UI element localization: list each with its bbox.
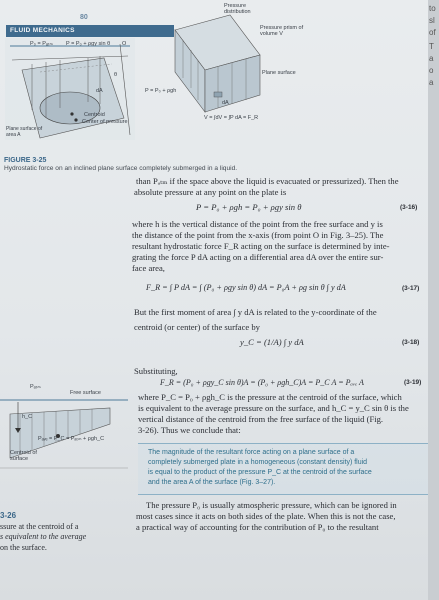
text-line-1: than Pₐₜₘ if the space above the liquid is evacuated or pressurized). Then the (136, 176, 399, 186)
chapter-number: 80 (80, 14, 88, 21)
adjacent-page-edge (428, 0, 439, 600)
text-line-14: The pressure P₀ is usually atmospheric pressure, which can be ignored in (146, 500, 397, 510)
caption-number: FIGURE 3-25 (4, 157, 47, 164)
text-line-9: centroid (or center) of the surface by (134, 322, 260, 332)
edge-letter-3: of (429, 28, 436, 37)
label-pressure-prism: Pressure prism of volume V (260, 25, 304, 37)
edge-letter-2: sl (429, 16, 435, 25)
equation-3-19-number: (3-19) (404, 379, 422, 386)
label-pressure-eq: P = P₀ + ρgy sin θ (66, 41, 111, 47)
label-p0-patm: P₀ = Pₐₜₘ (30, 41, 53, 47)
text-line-15: most cases since it acts on both sides of the plate. When this is not the case, (136, 511, 396, 521)
label-avg-pressure-eq: P = P₀ + ρgh (145, 88, 177, 94)
figure-3-25 (0, 0, 304, 152)
figure-3-26-number: 3-26 (0, 511, 17, 520)
edge-letter-6: o (429, 66, 434, 75)
equation-3-17: F_R = ∫ P dA = ∫ (P₀ + ρgy sin θ) dA = P₀A + ρg sin θ ∫ y dA (146, 283, 346, 292)
label-patm: Pₐₜₘ (30, 384, 41, 390)
text-line-7: face area, (132, 263, 165, 273)
highlight-line-1: The magnitude of the resultant force acting on a plane surface of a (148, 449, 355, 456)
text-line-8: But the first moment of area ∫ y dA is related to the y-coordinate of the (134, 307, 377, 317)
text-line-2: absolute pressure at any point on the plate is (134, 187, 287, 197)
text-line-3: where h is the vertical distance of the point from the free surface and y is (132, 219, 383, 229)
equation-3-18-number: (3-18) (402, 339, 420, 346)
text-line-5: resultant hydrostatic force F_R acting on the surface is determined by inte- (132, 241, 390, 251)
equation-3-19: F_R = (P₀ + ρgy_C sin θ)A = (P₀ + ρgh_C)A = P_C A = Pₐᵥₑ A (160, 378, 364, 387)
highlight-line-3: is equal to the product of the pressure P_C at the centroid of the surface (148, 469, 372, 476)
label-pavg-eq: Pₐᵥₑ = P_C = Pₐₜₘ + ρgh_C (38, 436, 105, 442)
highlight-line-4: and the area A of the surface (Fig. 3–27). (148, 479, 276, 486)
edge-letter-4: T (429, 42, 434, 51)
figure-3-25-caption (4, 157, 294, 172)
text-line-4: the distance of the point from the x-axis (from point O in Fig. 3–25). The (132, 230, 384, 240)
label-centroid-of-surface: Centroid of surface (10, 450, 37, 462)
label-free-surface: Free surface (70, 390, 101, 396)
text-line-6: grating the force P dA acting on a differential area dA over the entire sur- (132, 252, 384, 262)
highlight-box (138, 443, 428, 495)
edge-letter-7: a (429, 78, 434, 87)
equation-3-17-number: (3-17) (402, 285, 420, 292)
equation-3-16: P = P₀ + ρgh = P₀ + ρgy sin θ (196, 202, 302, 212)
caption-text: Hydrostatic force on an inclined plane surface completely submerged in a liquid. (4, 165, 238, 172)
label-plane-surface-area: Plane surface of area A (6, 126, 43, 138)
equation-3-16-number: (3-16) (400, 204, 418, 211)
text-line-11: is equivalent to the average pressure on the surface, and h_C = y_C sin θ is the (138, 403, 409, 413)
label-volume-eq: V = ∫dV = ∫P dA = F_R (204, 115, 259, 121)
label-dA-left: dA (96, 88, 103, 94)
text-line-13: 3-26). Thus we conclude that: (138, 425, 241, 435)
text-line-10: where P_C = P₀ + ρgh_C is the pressure at the centroid of the surface, which (138, 392, 402, 402)
running-header: FLUID MECHANICS (6, 25, 174, 37)
figure-3-26-caption (0, 511, 132, 553)
label-hc: h_C (22, 414, 33, 420)
edge-letter-5: a (429, 54, 434, 63)
figure-3-26 (0, 378, 132, 500)
highlight-line-2: completely submerged plate in a homogeneous (constant density) fluid (148, 459, 368, 466)
text-line-12: vertical distance of the centroid from the free surface of the liquid (Fig. (138, 414, 384, 424)
label-centroid: Centroid (84, 112, 105, 118)
text-substituting: Substituting, (134, 366, 178, 376)
label-O: O (122, 41, 127, 47)
figure-3-26-caption-line-3: on the surface. (0, 542, 47, 552)
label-dA-right: dA (222, 100, 229, 106)
equation-3-18: y_C = (1/A) ∫ y dA (240, 337, 304, 347)
label-pressure-distribution: Pressure distribution (224, 3, 251, 15)
edge-letter-1: to (429, 4, 436, 13)
figure-3-26-caption-line-2: s equivalent to the average (0, 532, 87, 541)
text-line-16: a practical way of accounting for the contribution of P₀ to the resultant (136, 522, 379, 532)
label-center-of-pressure: Center of pressure (82, 119, 128, 125)
figure-3-26-caption-line-1: ssure at the centroid of a (0, 521, 79, 531)
label-theta: θ (114, 72, 118, 78)
label-plane-surface: Plane surface (262, 70, 296, 76)
